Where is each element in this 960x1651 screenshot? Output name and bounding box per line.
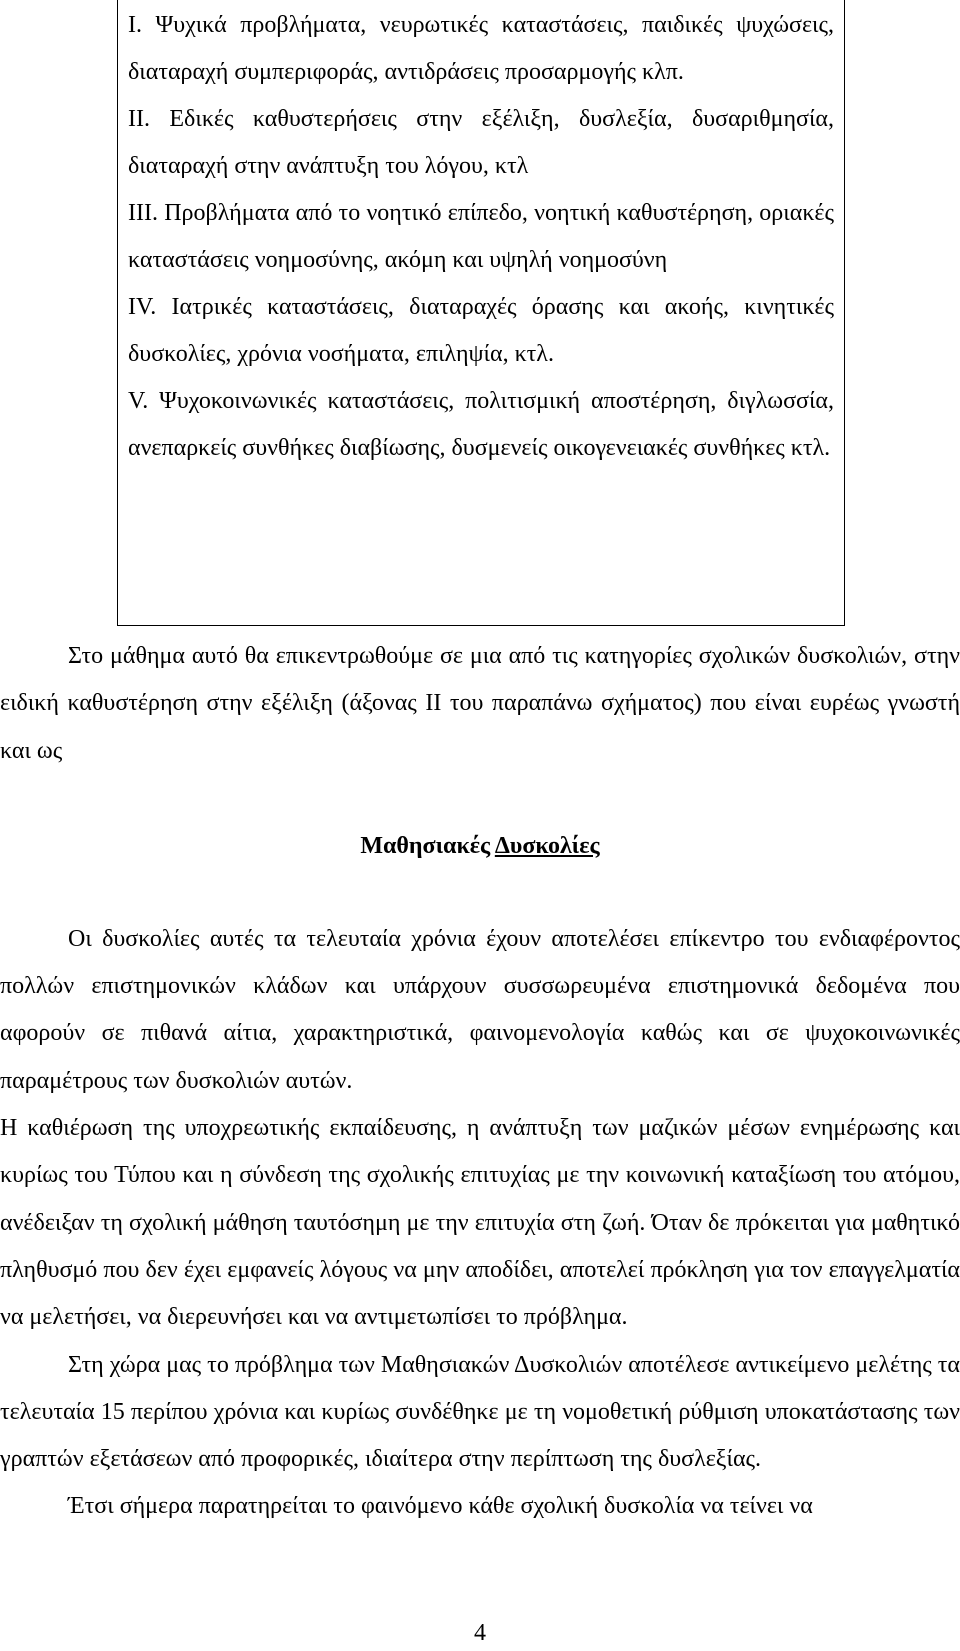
box-item-axis-1: I. Ψυχικά προβλήματα, νευρωτικές καταστάσεις, παιδικές ψυχώσεις, διαταραχή συμπεριφοράς, αντιδράσεις προσαρμογής κλπ.	[128, 12, 834, 85]
box-item-axis-2: II. Εδικές καθυστερήσεις στην εξέλιξη, δυσλεξία, δυσαριθμησία, διαταραχή στην ανάπτυξη του λόγου, κτλ	[128, 106, 834, 179]
box-item-axis-3: III. Προβλήματα από το νοητικό επίπεδο, νοητική καθυστέρηση, οριακές καταστάσεις νοημοσύνης, ακόμη και υψηλή νοημοσύνη	[128, 200, 834, 273]
section-heading	[0, 775, 960, 916]
heading-part-1: Μαθησιακές	[360, 832, 495, 859]
main-text	[0, 633, 960, 1531]
page-number: 4	[474, 1620, 486, 1646]
classification-box	[117, 0, 845, 626]
paragraph-1: Οι δυσκολίες αυτές τα τελευταία χρόνια έχουν αποτελέσει επίκεντρο του ενδιαφέροντος πολλών επιστημονικών κλάδων και υπάρχουν συσσωρευμένα επιστημονικά δεδομένα που αφορούν σε πιθανά αίτια, χαρακτηριστικά, φαινομενολογία καθώς και σε ψυχοκοινωνικές παραμέτρους των δυσκολιών αυτών.	[0, 925, 960, 1094]
box-item-axis-5: V. Ψυχοκοινωνικές καταστάσεις, πολιτισμική αποστέρηση, διγλωσσία, ανεπαρκείς συνθήκες διαβίωσης, δυσμενείς οικογενειακές συνθήκες κτλ.	[128, 388, 834, 461]
heading-part-2-underlined: Δυσκολίες	[494, 832, 600, 859]
paragraph-2: Η καθιέρωση της υποχρεωτικής εκπαίδευσης, η ανάπτυξη των μαζικών μέσων ενημέρωσης και κυρίως του Τύπου και η σύνδεση της σχολικής επιτυχίας με την κοινωνική καταξίωση του ατόμου, ανέδειξαν τη σχολική μάθηση ταυτόσημη με την επιτυχία στη ζωή. Όταν δε πρόκειται για μαθητικό πληθυσμό που δεν έχει εμφανείς λόγους να μην αποδίδει, αποτελεί πρόκληση για τον επαγγελματία να μελετήσει, να διερευνήσει και να αντιμετωπίσει το πρόβλημα.	[0, 1115, 960, 1331]
paragraph-4: Έτσι σήμερα παρατηρείται το φαινόμενο κάθε σχολική δυσκολία να τείνει να	[68, 1493, 813, 1520]
box-item-axis-4: IV. Ιατρικές καταστάσεις, διαταραχές όρασης και ακοής, κινητικές δυσκολίες, χρόνια νοσήματα, επιληψία, κτλ.	[128, 294, 834, 367]
intro-paragraph: Στο μάθημα αυτό θα επικεντρωθούμε σε μια από τις κατηγορίες σχολικών δυσκολιών, στην ειδική καθυστέρηση στην εξέλιξη (άξονας II του παραπάνω σχήματος) που είναι ευρέως γνωστή και ως	[0, 643, 960, 764]
paragraph-3: Στη χώρα μας το πρόβλημα των Μαθησιακών Δυσκολιών αποτέλεσε αντικείμενο μελέτης τα τελευταία 15 περίπου χρόνια και κυρίως συνδέθηκε με τη νομοθετική ρύθμιση υποκατάστασης των γραπτών εξετάσεων από προφορικές, ιδιαίτερα στην περίπτωση της δυσλεξίας.	[0, 1351, 960, 1473]
